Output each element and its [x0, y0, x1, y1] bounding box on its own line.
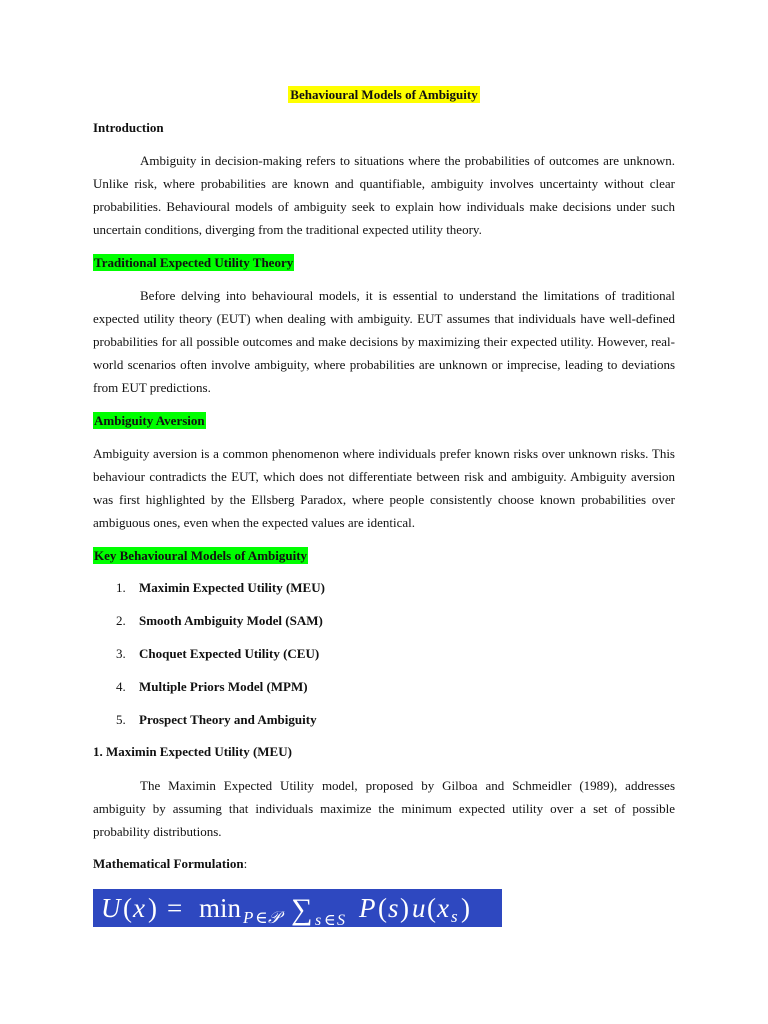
svg-text:u: u [412, 893, 426, 923]
formula-image [93, 889, 502, 927]
math-formulation-label [93, 856, 247, 872]
math-formulation-colon: : [243, 856, 248, 871]
svg-text:∈: ∈ [324, 912, 336, 927]
list-item-label: Multiple Priors Model (MPM) [139, 679, 308, 694]
key-models-heading-text: Key Behavioural Models of Ambiguity [94, 548, 308, 563]
list-item-label: Maximin Expected Utility (MEU) [139, 580, 325, 595]
meu-heading: 1. Maximin Expected Utility (MEU) [93, 744, 292, 759]
svg-text:=: = [167, 893, 183, 923]
svg-text:min: min [199, 893, 242, 923]
list-item-label: Prospect Theory and Ambiguity [139, 712, 317, 727]
eut-heading [93, 255, 294, 271]
svg-text:): ) [148, 893, 157, 923]
math-formulation-label-text: Mathematical Formulation [93, 856, 244, 871]
svg-text:): ) [400, 893, 409, 923]
list-item [116, 613, 323, 629]
svg-text:x: x [133, 893, 145, 923]
list-item-label: Choquet Expected Utility (CEU) [139, 646, 320, 661]
svg-text:∑: ∑ [291, 893, 313, 926]
svg-text:s: s [451, 907, 458, 926]
list-item-number: 1. [116, 580, 126, 595]
meu-paragraph: The Maximin Expected Utility model, proposed by Gilboa and Schmeidler (1989), addresses ambiguity by assuming that individuals maximize the minimum expected utility over a set of possible probability distributions. [93, 778, 675, 839]
svg-text:(: ( [378, 893, 387, 923]
ambiguity-aversion-heading [93, 413, 206, 429]
list-item [116, 679, 308, 695]
svg-text:S: S [337, 912, 345, 927]
list-item-number: 2. [116, 613, 126, 628]
svg-text:U: U [101, 893, 121, 923]
svg-text:P: P [359, 893, 376, 923]
list-item-label: Smooth Ambiguity Model (SAM) [139, 613, 323, 628]
svg-text:(: ( [123, 893, 132, 923]
list-item [116, 712, 317, 728]
list-item [116, 580, 325, 596]
introduction-heading: Introduction [93, 120, 164, 135]
eut-paragraph: Before delving into behavioural models, it is essential to understand the limitations of traditional expected utility theory (EUT) when dealing with ambiguity. EUT assumes that individuals have well-defined probabilities for all possible outcomes and make decisions by maximizing their expected utility. However, real-world scenarios often involve ambiguity, where probabilities are unknown or imprecise, leading to deviations from EUT predictions. [93, 288, 675, 395]
list-item-number: 3. [116, 646, 126, 661]
list-item [116, 646, 319, 662]
list-item-number: 4. [116, 679, 126, 694]
eut-heading-text: Traditional Expected Utility Theory [94, 255, 294, 270]
document-title [0, 87, 768, 103]
svg-text:s: s [388, 893, 399, 923]
ambiguity-aversion-heading-text: Ambiguity Aversion [94, 413, 205, 428]
svg-text:s: s [315, 912, 322, 927]
svg-text:P: P [243, 908, 254, 927]
ambiguity-aversion-paragraph: Ambiguity aversion is a common phenomenon where individuals prefer known risks over unknown risks. This behaviour contradicts the EUT, which does not differentiate between risk and ambiguity. Ambiguity aversion was first highlighted by the Ellsberg Paradox, where people consistently choose known probabilities over ambiguous ones, even when the expected values are identical. [93, 446, 675, 530]
svg-text:∈: ∈ [255, 908, 268, 927]
svg-text:x: x [437, 893, 449, 923]
formula-graphic [93, 889, 502, 927]
svg-text:): ) [461, 893, 470, 923]
document-title-text: Behavioural Models of Ambiguity [290, 87, 478, 102]
introduction-paragraph: Ambiguity in decision-making refers to situations where the probabilities of outcomes are unknown. Unlike risk, where probabilities are known and quantifiable, ambiguity involves uncertainty without clear probabilities. Behavioural models of ambiguity seek to explain how individuals make decisions under such uncertain conditions, diverging from the traditional expected utility theory. [93, 153, 675, 237]
key-models-heading [93, 548, 308, 564]
list-item-number: 5. [116, 712, 126, 727]
svg-text:(: ( [427, 893, 436, 923]
svg-text:𝒫: 𝒫 [268, 908, 281, 927]
